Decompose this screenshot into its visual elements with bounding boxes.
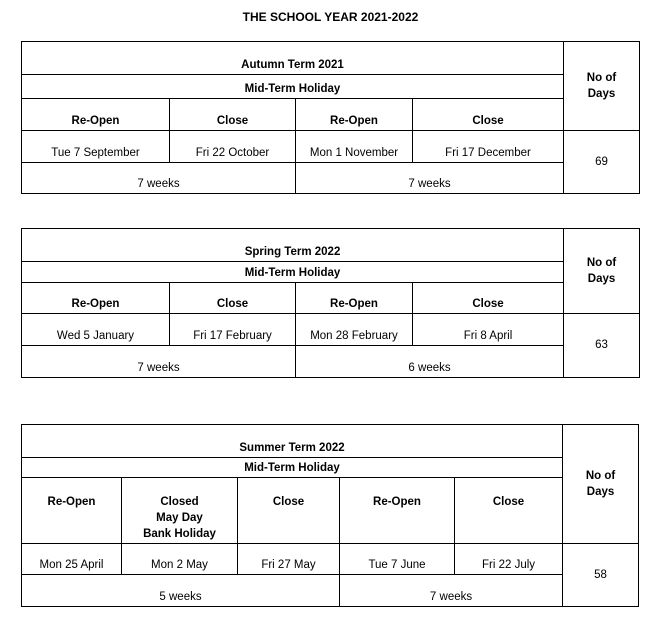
- col-header-close: Close: [413, 99, 564, 131]
- spring-term-table: [21, 228, 639, 378]
- col-header-close: Close: [455, 478, 563, 544]
- col-header-reopen: Re-Open: [296, 283, 413, 314]
- midterm-label: Mid-Term Holiday: [22, 75, 564, 99]
- date-cell: Tue 7 June: [340, 544, 455, 575]
- days-header-line2: Days: [587, 272, 616, 285]
- autumn-term-table: [21, 41, 639, 194]
- days-header: [563, 425, 639, 544]
- term-name: Summer Term 2022: [22, 425, 563, 458]
- page-title: THE SCHOOL YEAR 2021-2022: [242, 10, 419, 24]
- days-header: [564, 229, 640, 314]
- closed-may-day: May Day: [156, 512, 203, 524]
- date-cell: Fri 27 May: [238, 544, 340, 575]
- weeks-count: 7 weeks: [22, 346, 296, 378]
- date-cell: Fri 22 July: [455, 544, 563, 575]
- days-count: 69: [564, 131, 640, 194]
- col-header-close: Close: [170, 283, 296, 314]
- weeks-count: 5 weeks: [22, 575, 340, 607]
- days-header-line2: Days: [586, 485, 615, 498]
- weeks-count: 7 weeks: [296, 163, 564, 194]
- days-count: 58: [563, 544, 639, 607]
- weeks-count: 7 weeks: [22, 163, 296, 194]
- days-header-line2: Days: [587, 87, 616, 100]
- date-cell: Mon 28 February: [296, 314, 413, 346]
- date-cell: Fri 22 October: [170, 131, 296, 163]
- weeks-count: 7 weeks: [340, 575, 563, 607]
- midterm-label: Mid-Term Holiday: [22, 458, 563, 478]
- summer-term-table: [21, 424, 639, 607]
- col-header-reopen: Re-Open: [22, 283, 170, 314]
- days-header-line1: No of: [586, 256, 617, 269]
- col-header-close: Close: [238, 478, 340, 544]
- days-header-line1: No of: [585, 469, 616, 482]
- date-cell: Fri 8 April: [413, 314, 564, 346]
- col-header-reopen: Re-Open: [340, 478, 455, 544]
- col-header-closed: [122, 478, 238, 544]
- col-header-reopen: Re-Open: [22, 99, 170, 131]
- date-cell: Wed 5 January: [22, 314, 170, 346]
- midterm-label: Mid-Term Holiday: [22, 262, 564, 283]
- term-name: Spring Term 2022: [22, 229, 564, 262]
- days-header-line1: No of: [586, 71, 617, 84]
- date-cell: Mon 2 May: [122, 544, 238, 575]
- days-count: 63: [564, 314, 640, 378]
- date-cell: Fri 17 February: [170, 314, 296, 346]
- col-header-close: Close: [413, 283, 564, 314]
- term-name: Autumn Term 2021: [22, 42, 564, 75]
- closed-label: Closed: [160, 496, 199, 508]
- date-cell: Fri 17 December: [413, 131, 564, 163]
- closed-bank-holiday: Bank Holiday: [143, 528, 216, 540]
- date-cell: Mon 1 November: [296, 131, 413, 163]
- weeks-count: 6 weeks: [296, 346, 564, 378]
- col-header-reopen: Re-Open: [22, 478, 122, 544]
- date-cell: Mon 25 April: [22, 544, 122, 575]
- col-header-reopen: Re-Open: [296, 99, 413, 131]
- col-header-close: Close: [170, 99, 296, 131]
- date-cell: Tue 7 September: [22, 131, 170, 163]
- days-header: [564, 42, 640, 131]
